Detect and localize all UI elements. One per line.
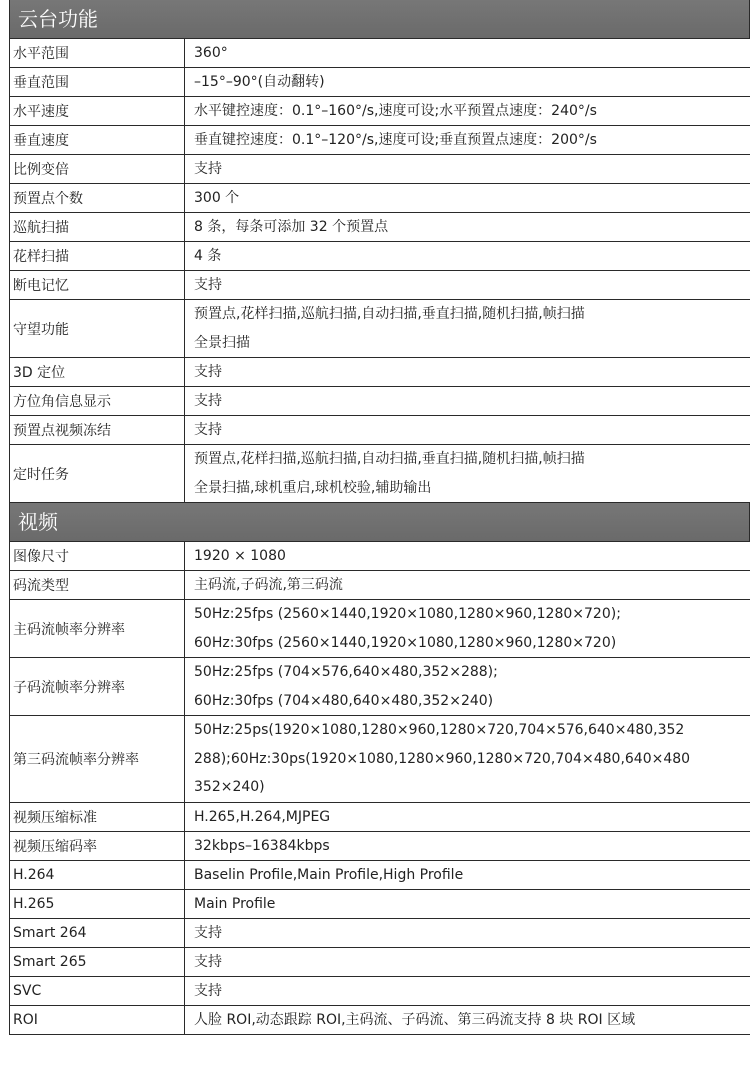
value-line: 支持: [194, 983, 222, 999]
row-label: 图像尺寸: [10, 542, 185, 570]
table-row: [9, 242, 750, 271]
row-label: 巡航扫描: [10, 213, 185, 241]
table-row: [9, 832, 750, 861]
row-value: [185, 890, 750, 918]
row-value: [185, 919, 750, 947]
value-line: 垂直键控速度：0.1°–120°/s,速度可设;垂直预置点速度：200°/s: [194, 132, 597, 148]
row-value: [185, 242, 750, 270]
value-line: 288);60Hz:30ps(1920×1080,1280×960,1280×720,704×480,640×480: [194, 750, 691, 767]
row-value: [185, 1006, 750, 1034]
value-line: Main Profile: [194, 896, 276, 912]
table-row: [9, 803, 750, 832]
value-line: 8 条，每条可添加 32 个预置点: [194, 219, 389, 235]
value-line: 支持: [194, 925, 222, 941]
row-label: Smart 265: [10, 948, 185, 976]
row-label: 视频压缩码率: [10, 832, 185, 860]
value-line: 50Hz:25fps (704×576,640×480,352×288);: [194, 664, 498, 680]
row-value: [185, 271, 750, 299]
table-row: [9, 948, 750, 977]
value-line: 支持: [194, 161, 222, 177]
row-label: 子码流帧率分辨率: [10, 658, 185, 715]
row-value: [185, 300, 750, 357]
row-value: [185, 832, 750, 860]
row-label: 主码流帧率分辨率: [10, 600, 185, 657]
row-label: 方位角信息显示: [10, 387, 185, 415]
value-line: 50Hz:25ps(1920×1080,1280×960,1280×720,704×576,640×480,352: [194, 722, 685, 738]
row-value: [185, 39, 750, 67]
table-row: [9, 271, 750, 300]
table-row: [9, 542, 750, 571]
value-line: 水平键控速度：0.1°–160°/s,速度可设;水平预置点速度：240°/s: [194, 103, 597, 119]
value-line: 50Hz:25fps (2560×1440,1920×1080,1280×960,1280×720);: [194, 606, 621, 622]
table-row: [9, 716, 750, 803]
row-value: [185, 571, 750, 599]
value-line: 60Hz:30fps (704×480,640×480,352×240): [194, 692, 494, 709]
value-line: –15°–90°(自动翻转): [194, 74, 325, 90]
row-value: [185, 155, 750, 183]
value-line: Baselin Profile,Main Profile,High Profile: [194, 867, 464, 883]
row-value: [185, 716, 750, 802]
table-row: [9, 213, 750, 242]
row-label: 3D 定位: [10, 358, 185, 386]
row-label: 码流类型: [10, 571, 185, 599]
table-row: [9, 445, 750, 503]
row-label: 第三码流帧率分辨率: [10, 716, 185, 802]
row-value: [185, 68, 750, 96]
section-header: 云台功能: [9, 0, 750, 39]
row-value: [185, 803, 750, 831]
row-label: Smart 264: [10, 919, 185, 947]
table-row: [9, 97, 750, 126]
table-row: [9, 890, 750, 919]
value-line: 支持: [194, 364, 222, 380]
value-line: 预置点,花样扫描,巡航扫描,自动扫描,垂直扫描,随机扫描,帧扫描: [194, 451, 585, 467]
value-line: 全景扫描: [194, 334, 250, 351]
table-row: [9, 977, 750, 1006]
row-value: [185, 126, 750, 154]
row-value: [185, 977, 750, 1005]
table-row: [9, 600, 750, 658]
value-line: 360°: [194, 45, 228, 61]
value-line: 4 条: [194, 248, 222, 264]
table-row: [9, 358, 750, 387]
row-label: 预置点视频冻结: [10, 416, 185, 444]
row-value: [185, 213, 750, 241]
row-value: [185, 97, 750, 125]
table-row: [9, 387, 750, 416]
table-row: [9, 658, 750, 716]
row-value: [185, 387, 750, 415]
row-label: 花样扫描: [10, 242, 185, 270]
table-row: [9, 68, 750, 97]
table-row: [9, 571, 750, 600]
row-label: 水平速度: [10, 97, 185, 125]
table-row: [9, 155, 750, 184]
table-row: [9, 300, 750, 358]
value-line: 32kbps–16384kbps: [194, 838, 330, 854]
row-label: 垂直速度: [10, 126, 185, 154]
row-value: [185, 600, 750, 657]
value-line: 1920 × 1080: [194, 548, 286, 564]
value-line: 300 个: [194, 190, 240, 206]
value-line: 支持: [194, 422, 222, 438]
table-row: [9, 416, 750, 445]
row-value: [185, 184, 750, 212]
table-row: [9, 861, 750, 890]
value-line: 支持: [194, 277, 222, 293]
table-row: [9, 126, 750, 155]
value-line: 支持: [194, 393, 222, 409]
row-label: SVC: [10, 977, 185, 1005]
row-value: [185, 358, 750, 386]
table-row: [9, 39, 750, 68]
row-value: [185, 861, 750, 889]
row-label: 预置点个数: [10, 184, 185, 212]
row-label: ROI: [10, 1006, 185, 1034]
row-label: 垂直范围: [10, 68, 185, 96]
value-line: 人脸 ROI,动态跟踪 ROI,主码流、子码流、第三码流支持 8 块 ROI 区域: [194, 1012, 636, 1028]
table-row: [9, 919, 750, 948]
row-label: 断电记忆: [10, 271, 185, 299]
value-line: 支持: [194, 954, 222, 970]
row-value: [185, 542, 750, 570]
row-value: [185, 948, 750, 976]
value-line: 主码流,子码流,第三码流: [194, 577, 343, 593]
row-label: 视频压缩标准: [10, 803, 185, 831]
row-value: [185, 658, 750, 715]
spec-sheet: [9, 0, 750, 1075]
row-label: H.264: [10, 861, 185, 889]
value-line: H.265,H.264,MJPEG: [194, 809, 331, 825]
value-line: 352×240): [194, 779, 265, 796]
row-value: [185, 445, 750, 502]
section-header: 视频: [9, 503, 750, 542]
row-label: H.265: [10, 890, 185, 918]
row-label: 水平范围: [10, 39, 185, 67]
table-row: [9, 1006, 750, 1035]
row-label: 守望功能: [10, 300, 185, 357]
value-line: 预置点,花样扫描,巡航扫描,自动扫描,垂直扫描,随机扫描,帧扫描: [194, 306, 585, 322]
value-line: 全景扫描,球机重启,球机校验,辅助输出: [194, 479, 432, 496]
table-row: [9, 184, 750, 213]
row-value: [185, 416, 750, 444]
row-label: 比例变倍: [10, 155, 185, 183]
row-label: 定时任务: [10, 445, 185, 502]
value-line: 60Hz:30fps (2560×1440,1920×1080,1280×960,1280×720): [194, 634, 617, 651]
